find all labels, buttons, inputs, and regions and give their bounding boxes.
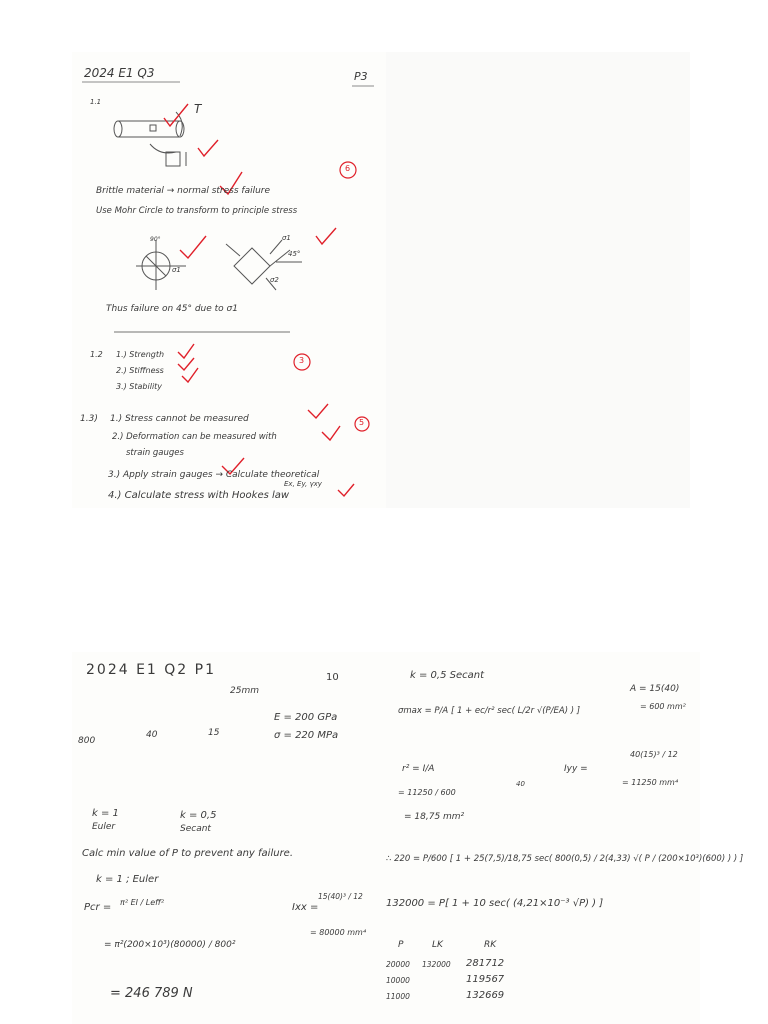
mohr-sigma1-label: σ1 (172, 266, 181, 274)
table-cell: 11000 (386, 992, 410, 1001)
label-euler: Euler (92, 822, 116, 832)
table-header-lk: LK (432, 940, 443, 950)
iyy-formula: 40(15)³ / 12 (630, 750, 678, 759)
label-secant: Secant (180, 824, 211, 834)
case-2-heading: k = 0,5 Secant (410, 670, 484, 681)
page-number: P3 (354, 70, 368, 83)
score-q2: 10 (326, 672, 339, 683)
answer-1-3-item: strain gauges (126, 448, 184, 458)
element-sigma1-label: σ1 (282, 234, 291, 242)
yield-stress: σ = 220 MPa (274, 730, 339, 741)
ixx-value: = 80000 mm⁴ (310, 928, 367, 937)
dim-800: 800 (78, 736, 96, 746)
calc-heading: Calc min value of P to prevent any failure. (82, 848, 294, 859)
pcr-lhs: Pcr = (84, 902, 112, 913)
table-cell: 119567 (466, 974, 505, 985)
area-value: = 600 mm² (640, 702, 686, 711)
torque-label: T (194, 102, 202, 116)
score-1-1: 6 (345, 164, 351, 173)
line-brittle: Brittle material → normal stress failure (96, 186, 271, 196)
element-angle-label: 45° (288, 250, 301, 258)
answer-1-3-item: 1.) Stress cannot be measured (110, 414, 249, 424)
score-1-2: 3 (299, 356, 305, 365)
r2-lhs: r² = I/A (402, 764, 435, 774)
iyy-lhs: Iyy = (564, 764, 588, 774)
r2-fraction: = 11250 / 600 (398, 788, 456, 797)
table-cell: 132669 (466, 990, 505, 1001)
pcr-result: = 246 789 N (110, 986, 193, 1001)
pcr-substitution: = π²(200×10³)(80000) / 800² (104, 940, 236, 950)
answer-1-2-item: 3.) Stability (116, 382, 163, 391)
page-title: 2024 E1 Q3 (84, 66, 155, 80)
iyy-value: = 11250 mm⁴ (622, 778, 679, 787)
table-cell: 20000 (386, 960, 410, 969)
k-secant: k = 0,5 (180, 810, 217, 821)
conclusion-line: Thus failure on 45° due to σ1 (106, 304, 238, 314)
line-mohr: Use Mohr Circle to transform to principle stress (96, 206, 298, 216)
element-sigma2-label: σ2 (270, 276, 279, 284)
k-euler: k = 1 (92, 808, 119, 819)
answer-1-3-item: 3.) Apply strain gauges → Calculate theoretical (108, 470, 320, 480)
mohr-circle (136, 240, 186, 290)
mohr-angle-label: 90° (150, 236, 161, 243)
question-label-1-3: 1.3) (80, 414, 98, 424)
area-calc: A = 15(40) (630, 684, 680, 694)
reduced-equation: 132000 = P[ 1 + 10 sec( (4,21×10⁻³ √P) ) ] (386, 898, 604, 909)
table-header-rk: RK (484, 940, 497, 950)
question-label-1-1: 1.1 (90, 98, 102, 106)
case-1-heading: k = 1 ; Euler (96, 874, 159, 885)
youngs-modulus: E = 200 GPa (274, 712, 338, 723)
secant-equation: ∴ 220 = P/600 [ 1 + 25(7,5)/18,75 sec( 800(0,5) / 2(4,33) √( P / (200×10³)(600) ) ) ] (386, 854, 744, 864)
ixx-lhs: Ixx = (292, 902, 319, 913)
dim-40: 40 (146, 730, 158, 740)
page-title-q2: 2024 E1 Q2 P1 (86, 662, 217, 678)
score-1-3: 5 (359, 418, 365, 427)
table-cell: 10000 (386, 976, 410, 985)
table-cell: 132000 (422, 960, 451, 969)
ixx-formula: 15(40)³ / 12 (318, 892, 363, 901)
question-label-1-2: 1.2 (90, 350, 103, 359)
answer-1-3-item: 2.) Deformation can be measured with (112, 432, 277, 442)
secant-formula: σmax = P/A [ 1 + ec/r² sec( L/2r √(P/EA) ) ] (398, 706, 581, 716)
table-header-p: P (398, 940, 404, 950)
rotated-element (226, 240, 302, 290)
dim-15: 15 (208, 728, 220, 738)
answer-1-3-item: 4.) Calculate stress with Hookes law (108, 490, 290, 501)
section-width: 40 (516, 780, 525, 788)
answer-1-3-note: Ex, Ey, γxy (284, 480, 322, 488)
table-cell: 281712 (466, 958, 505, 969)
r2-value: = 18,75 mm² (404, 812, 465, 822)
dim-25: 25mm (230, 686, 259, 696)
pcr-formula: π² EI / Leff² (120, 898, 165, 907)
answer-1-2-item: 2.) Stiffness (116, 366, 164, 375)
answer-1-2-item: 1.) Strength (116, 350, 165, 359)
